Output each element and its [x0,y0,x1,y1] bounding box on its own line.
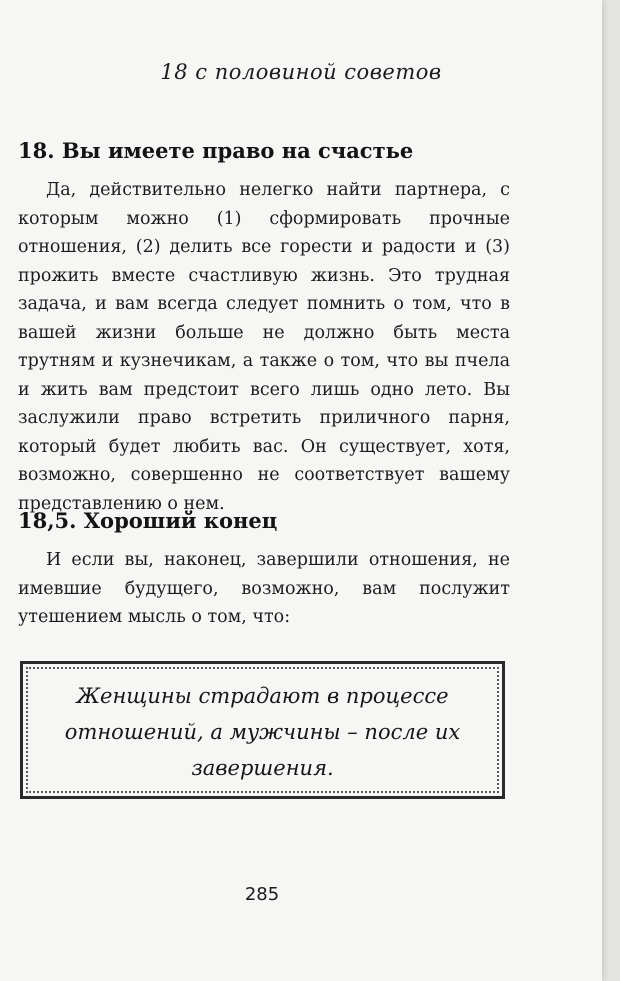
running-head: 18 с половиной советов [160,60,442,84]
page-number: 285 [244,884,280,905]
section-18-heading: 18. Вы имеете право на счастье [18,138,414,163]
section-18-paragraph: Да, действительно нелегко найти партнера, с которым можно (1) сформировать прочные отношения, (2) делить все горести и радости и (3) прожить вместе счастливую жизнь. Это трудная задача, и вам всегда следует помнить о том, что в вашей жизни больше не должно быть места трутням и кузнечикам, а также о том, что вы пчела и жить вам предстоит всего лишь одно лето. Вы заслужили право встретить приличного парня, который будет любить вас. Он существует, хотя, возможно, совершенно не соответствует вашему представлению о нем. [18,180,510,514]
section-18-5-heading: 18,5. Хороший конец [18,508,278,533]
quote-text: Женщины страдают в процессе отношений, а мужчины – после их завершения. [64,684,461,780]
section-18-5-paragraph: И если вы, наконец, завершили отношения, не имевшие будущего, возможно, вам послужит утешением мысль о том, что: [18,550,510,627]
quote-box [20,661,505,799]
